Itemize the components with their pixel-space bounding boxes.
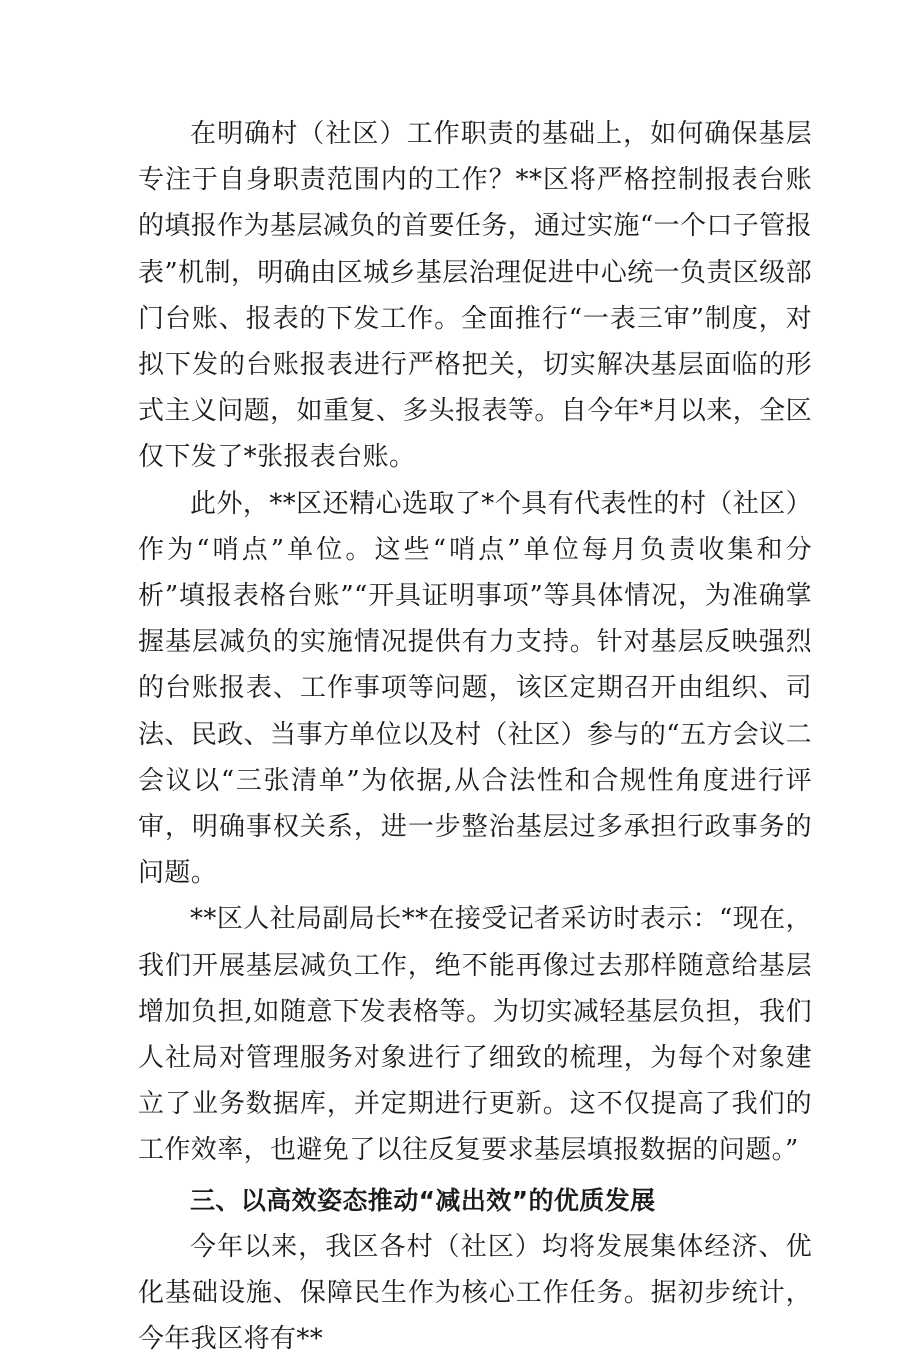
paragraph-4: 今年以来，我区各村（社区）均将发展集体经济、优化基础设施、保障民生作为核心工作任务。据初步统计，今年我区将有**: [138, 1231, 812, 1355]
paragraph-2: 此外，**区还精心选取了*个具有代表性的村（社区）作为“哨点”单位。这些“哨点”单位每月负责收集和分析”填报表格台账”“开具证明事项”等具体情况，为准确掌握基层减负的实施情况提供有力支持。针对基层反映强烈的台账报表、工作事项等问题，该区定期召开由组织、司法、民政、当事方单位以及村（社区）参与的“五方会议二会议以“三张清单”为依据,从合法性和合规性角度进行评审，明确事权关系，进一步整治基层过多承担行政事务的问题。: [138, 488, 812, 889]
paragraph-1: 在明确村（社区）工作职责的基础上，如何确保基层专注于自身职责范围内的工作？**区将严格控制报表台账的填报作为基层减负的首要任务，通过实施“一个口子管报表”机制，明确由区城乡基层治理促进中心统一负责区级部门台账、报表的下发工作。全面推行“一表三审”制度，对拟下发的台账报表进行严格把关，切实解决基层面临的形式主义问题，如重复、多头报表等。自今年*月以来，全区仅下发了*张报表台账。: [138, 119, 812, 473]
paragraph-3: **区人社局副局长**在接受记者采访时表示：“现在，我们开展基层减负工作，绝不能再像过去那样随意给基层增加负担,如随意下发表格等。为切实减轻基层负担，我们人社局对管理服务对象进行了细致的梳理，为每个对象建立了业务数据库，并定期进行更新。这不仅提高了我们的工作效率，也避免了以往反复要求基层填报数据的问题。”: [138, 904, 812, 1166]
section-heading: 三、以高效姿态推动“减出效”的优质发展: [190, 1185, 656, 1215]
